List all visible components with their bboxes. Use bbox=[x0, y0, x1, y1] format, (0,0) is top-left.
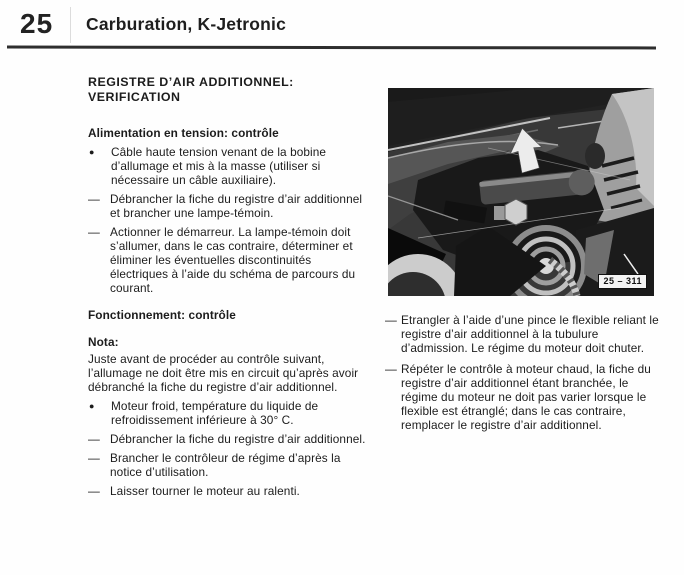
engine-bay-photo-art bbox=[388, 88, 654, 296]
left-column bbox=[88, 75, 366, 498]
section-title bbox=[88, 75, 366, 105]
checklist-alimentation bbox=[88, 145, 366, 295]
section-title-line2: VERIFICATION bbox=[88, 90, 181, 104]
list-item bbox=[385, 362, 661, 432]
list-item bbox=[88, 451, 366, 479]
list-item bbox=[88, 145, 366, 187]
verification-list bbox=[385, 313, 661, 432]
bullet-icon: ● bbox=[89, 147, 95, 157]
list-item bbox=[88, 225, 366, 295]
checklist-fonctionnement bbox=[88, 399, 366, 498]
nota-label: Nota: bbox=[88, 335, 119, 349]
section-title-line1: REGISTRE D’AIR ADDITIONNEL: bbox=[88, 75, 294, 89]
figure-label: 25 – 311 bbox=[598, 274, 647, 289]
dash-icon: — bbox=[88, 451, 100, 465]
header-rule bbox=[7, 46, 656, 49]
subsection-title-fonctionnement: Fonctionnement: contrôle bbox=[88, 308, 236, 322]
dash-icon: — bbox=[385, 362, 397, 376]
dash-icon: — bbox=[88, 192, 100, 206]
subsection-title-alimentation: Alimentation en tension: contrôle bbox=[88, 126, 279, 140]
list-item bbox=[88, 432, 366, 446]
list-item bbox=[88, 399, 366, 427]
dash-icon: — bbox=[385, 313, 397, 327]
list-item-text: Câble haute tension venant de la bobine d’allumage et mis à la masse (utiliser si nécessaire un câble auxiliaire). bbox=[111, 145, 327, 187]
list-item-text: Débrancher la fiche du registre d’air additionnel et brancher une lampe-témoin. bbox=[110, 192, 363, 220]
list-item-text: Laisser tourner le moteur au ralenti. bbox=[110, 484, 300, 498]
list-item bbox=[88, 192, 366, 220]
list-item-text: Brancher le contrôleur de régime d’après la notice d’utilisation. bbox=[110, 451, 341, 479]
list-item bbox=[88, 484, 366, 498]
dash-icon: — bbox=[88, 432, 100, 446]
dash-icon: — bbox=[88, 225, 100, 239]
list-item bbox=[385, 313, 661, 355]
right-column bbox=[385, 308, 661, 439]
nota-paragraph: Juste avant de procéder au contrôle suivant, l’allumage ne doit être mis en circuit qu’après avoir débranché la fiche du registre d’air additionnel. bbox=[88, 352, 359, 394]
list-item-text: Etrangler à l’aide d’une pince le flexible reliant le registre d’air additionnel à la tubulure d’admission. Le régime du moteur doit chuter. bbox=[401, 313, 659, 355]
chapter-title: Carburation, K-Jetronic bbox=[86, 14, 287, 34]
dash-icon: — bbox=[88, 484, 100, 498]
bullet-icon: ● bbox=[89, 401, 95, 411]
list-item-text: Moteur froid, température du liquide de refroidissement inférieure à 30° C. bbox=[111, 399, 319, 427]
chapter-number: 25 bbox=[20, 8, 54, 39]
list-item-text: Répéter le contrôle à moteur chaud, la fiche du registre d’air additionnel étant branchée, le régime du moteur ne doit pas varier lorsque le flexible est étranglé; dans le cas contraire, remplacer le registre d’air additionnel. bbox=[401, 362, 651, 432]
list-item-text: Débrancher la fiche du registre d’air additionnel. bbox=[110, 432, 366, 446]
header-divider bbox=[70, 7, 71, 43]
engine-bay-photo bbox=[388, 88, 654, 296]
list-item-text: Actionner le démarreur. La lampe-témoin doit s’allumer, dans le cas contraire, déterminer et éliminer les éventuelles discontinuités électriques à l’aide du schéma de parcours du courant. bbox=[110, 225, 356, 295]
